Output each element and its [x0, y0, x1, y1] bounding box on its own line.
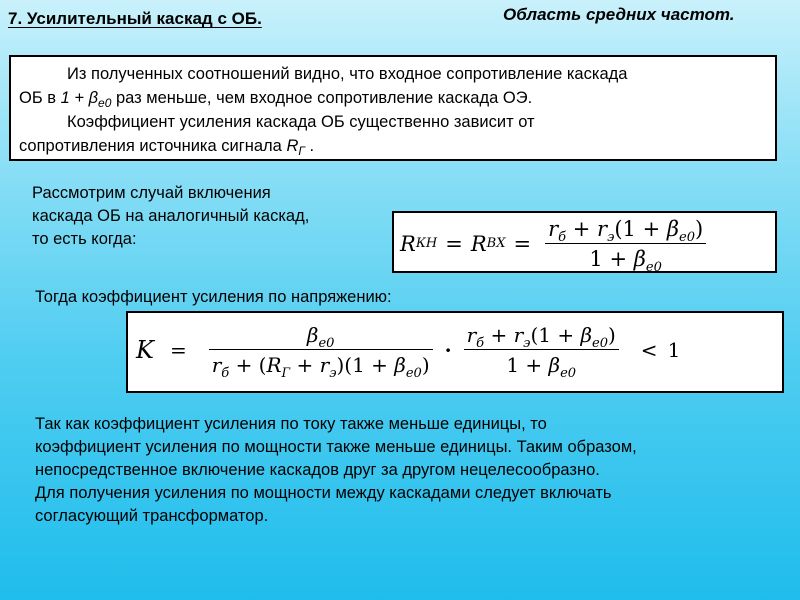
formula-rkn-box [392, 211, 777, 273]
intro-line-2 [19, 86, 767, 110]
close-paren: ) [421, 353, 430, 377]
beta-sub: e0 [560, 366, 577, 381]
multiply-dot: · [444, 338, 452, 362]
rvx-symbol: R [470, 232, 487, 256]
r-sub: э [607, 230, 615, 245]
case-line-2: каскада ОБ на аналогичный каскад, [32, 207, 310, 225]
intro-line-1: Из полученных соотношений видно, что входное сопротивление каскада [67, 65, 628, 83]
paren-expr: )(1 + [336, 353, 388, 377]
paren-expr: (1 + [530, 323, 575, 347]
beta-symbol: β [580, 323, 593, 347]
plus-sign: + [490, 323, 508, 347]
conclusion-paragraph [35, 413, 637, 528]
one-value: 1 [667, 338, 681, 362]
conclusion-line-4: Для получения усиления по мощности между каскадами следует включать [35, 484, 612, 502]
r-sub: б [476, 336, 485, 351]
den-expr: 1 + [506, 353, 543, 377]
intro-expr: 1 + β [60, 89, 99, 107]
intro-rg-sub: Г [298, 144, 305, 158]
beta-symbol: β [306, 323, 319, 347]
conclusion-line-1: Так как коэффициент усиления по току также меньше единицы, то [35, 415, 547, 433]
fraction-1-denominator [209, 350, 433, 381]
r-symbol: r [319, 353, 330, 377]
fraction-2-denominator [503, 350, 579, 381]
formula-k-box [126, 311, 784, 393]
beta-sub: e0 [592, 336, 608, 351]
beta-symbol: β [633, 247, 646, 271]
intro-line-4-pre: сопротивления источника сигнала [19, 137, 287, 155]
equals-sign: = [169, 338, 187, 362]
intro-box [9, 55, 777, 161]
rg-symbol: R [266, 353, 282, 377]
r-sub: э [523, 336, 531, 351]
slide-subtitle: Область средних частот. [503, 5, 735, 24]
intro-expr-sub: е0 [98, 96, 112, 110]
r-symbol: r [513, 323, 524, 347]
conclusion-line-3: непосредственное включение каскадов друг за другом нецелесообразно. [35, 461, 600, 479]
beta-sub: e0 [318, 336, 335, 351]
conclusion-line-5: согласующий трансформатор. [35, 507, 269, 525]
fraction-1 [209, 323, 433, 381]
case-paragraph [32, 182, 309, 251]
formula-rkn: R КН = R ВХ = $\frac{r_б + r_э(1 + \beta_{e0})}{1 + \beta_{e0}}$ [400, 217, 712, 271]
r-sub: б [221, 366, 230, 381]
beta-sub: e0 [645, 260, 662, 275]
beta-symbol: β [666, 217, 680, 241]
case-line-3: то есть когда: [32, 230, 137, 248]
den-expr: 1 + [589, 247, 628, 271]
conclusion-line-2: коэффициент усиления по мощности также меньше единицы. Таким образом, [35, 438, 637, 456]
beta-sub: e0 [405, 366, 422, 381]
k-symbol: K [136, 336, 154, 364]
close-paren: ) [607, 323, 616, 347]
fraction-1-numerator [304, 323, 338, 349]
r-sub: б [558, 230, 567, 245]
intro-line-4-post: . [304, 137, 315, 155]
fraction-denominator [586, 244, 664, 275]
formula-k [136, 323, 681, 381]
close-paren: ) [694, 217, 704, 241]
r-sub: э [329, 366, 337, 381]
rkn-symbol: R [400, 232, 416, 256]
r-symbol: r [211, 353, 222, 377]
beta-symbol: β [394, 353, 406, 377]
fraction-numerator [545, 217, 706, 243]
r-symbol: r [466, 323, 477, 347]
case-line-1: Рассмотрим случай включения [32, 184, 271, 202]
r-symbol: r [548, 217, 559, 241]
rg-sub: Г [281, 366, 291, 381]
paren-expr: (1 + [614, 217, 661, 241]
beta-symbol: β [548, 353, 561, 377]
plus-paren: + ( [235, 353, 267, 377]
intro-line-2-pre: ОБ в [19, 89, 61, 107]
plus-sign: + [572, 217, 591, 241]
voltage-gain-paragraph: Тогда коэффициент усиления по напряжению: [35, 288, 392, 306]
equals-sign: = [445, 232, 463, 256]
less-than-sign: < [640, 338, 658, 362]
plus-sign: + [296, 353, 314, 377]
r-symbol: r [597, 217, 608, 241]
slide-title: 7. Усилительный каскад с ОБ. [8, 9, 262, 28]
fraction-2-numerator [464, 323, 619, 349]
intro-line-4 [19, 134, 767, 158]
intro-line-3: Коэффициент усиления каскада ОБ существенно зависит от [67, 113, 535, 131]
intro-rg-symbol: R [286, 137, 299, 155]
fraction-2 [464, 323, 619, 381]
beta-sub: e0 [679, 230, 695, 245]
equals-sign: = [513, 232, 532, 256]
intro-line-2-post: раз меньше, чем входное сопротивление каскада ОЭ. [111, 89, 533, 107]
